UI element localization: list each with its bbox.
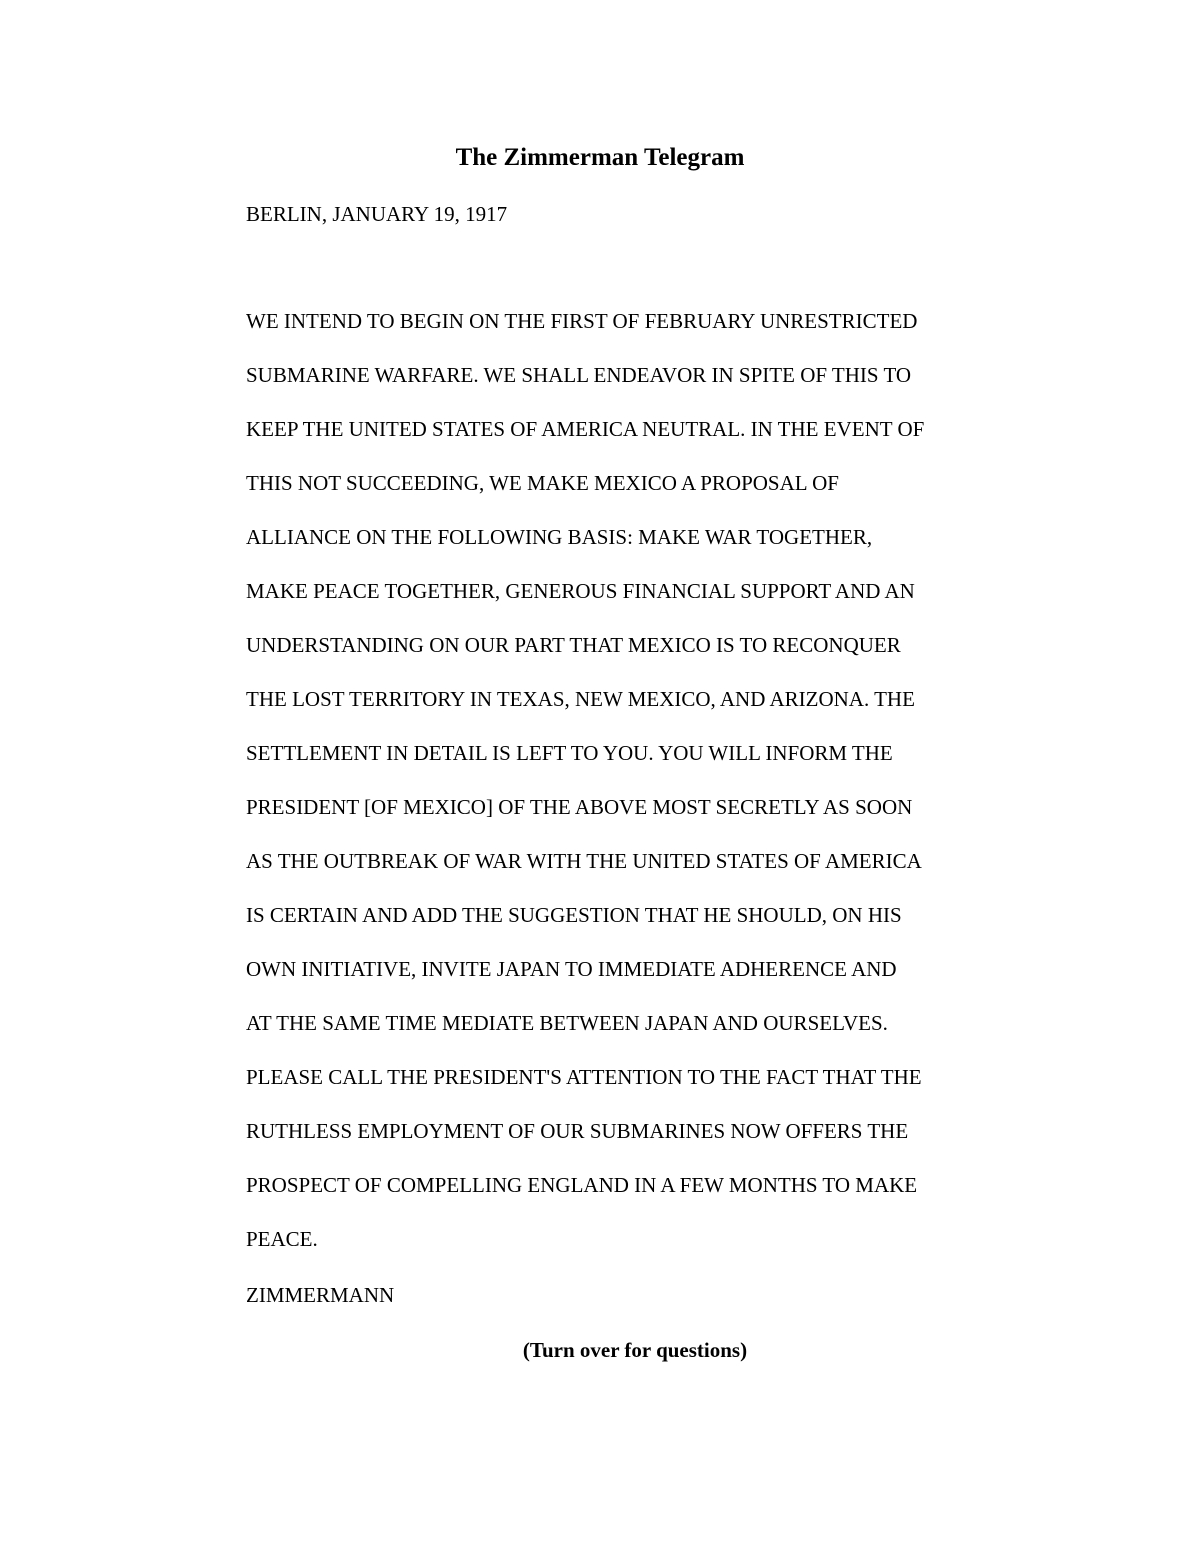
dateline: BERLIN, JANUARY 19, 1917 (246, 202, 508, 226)
body-line: IS CERTAIN AND ADD THE SUGGESTION THAT HE SHOULD, ON HIS (246, 903, 902, 927)
body-line: UNDERSTANDING ON OUR PART THAT MEXICO IS TO RECONQUER (246, 633, 901, 657)
body-line: AS THE OUTBREAK OF WAR WITH THE UNITED STATES OF AMERICA (246, 849, 922, 873)
body-line: OWN INITIATIVE, INVITE JAPAN TO IMMEDIATE ADHERENCE AND (246, 957, 897, 981)
body-line: RUTHLESS EMPLOYMENT OF OUR SUBMARINES NOW OFFERS THE (246, 1119, 909, 1143)
body-line: PLEASE CALL THE PRESIDENT'S ATTENTION TO THE FACT THAT THE (246, 1065, 922, 1089)
body-line: MAKE PEACE TOGETHER, GENEROUS FINANCIAL SUPPORT AND AN (246, 579, 915, 603)
body-line: PROSPECT OF COMPELLING ENGLAND IN A FEW MONTHS TO MAKE (246, 1173, 918, 1197)
body-line: WE INTEND TO BEGIN ON THE FIRST OF FEBRUARY UNRESTRICTED (246, 309, 918, 333)
telegram-body (246, 307, 924, 1279)
body-line: THE LOST TERRITORY IN TEXAS, NEW MEXICO, AND ARIZONA. THE (246, 687, 915, 711)
body-line: PRESIDENT [OF MEXICO] OF THE ABOVE MOST SECRETLY AS SOON (246, 795, 913, 819)
body-line: KEEP THE UNITED STATES OF AMERICA NEUTRAL. IN THE EVENT OF (246, 417, 925, 441)
body-line: SUBMARINE WARFARE. WE SHALL ENDEAVOR IN SPITE OF THIS TO (246, 363, 912, 387)
body-line: THIS NOT SUCCEEDING, WE MAKE MEXICO A PROPOSAL OF (246, 471, 839, 495)
body-line: PEACE. (246, 1227, 318, 1251)
body-line: ALLIANCE ON THE FOLLOWING BASIS: MAKE WAR TOGETHER, (246, 525, 873, 549)
body-line: AT THE SAME TIME MEDIATE BETWEEN JAPAN AND OURSELVES. (246, 1011, 888, 1035)
signature: ZIMMERMANN (246, 1283, 395, 1307)
body-line: SETTLEMENT IN DETAIL IS LEFT TO YOU. YOU WILL INFORM THE (246, 741, 893, 765)
footer-note: (Turn over for questions) (522, 1338, 748, 1362)
document-title: The Zimmerman Telegram (455, 144, 745, 171)
